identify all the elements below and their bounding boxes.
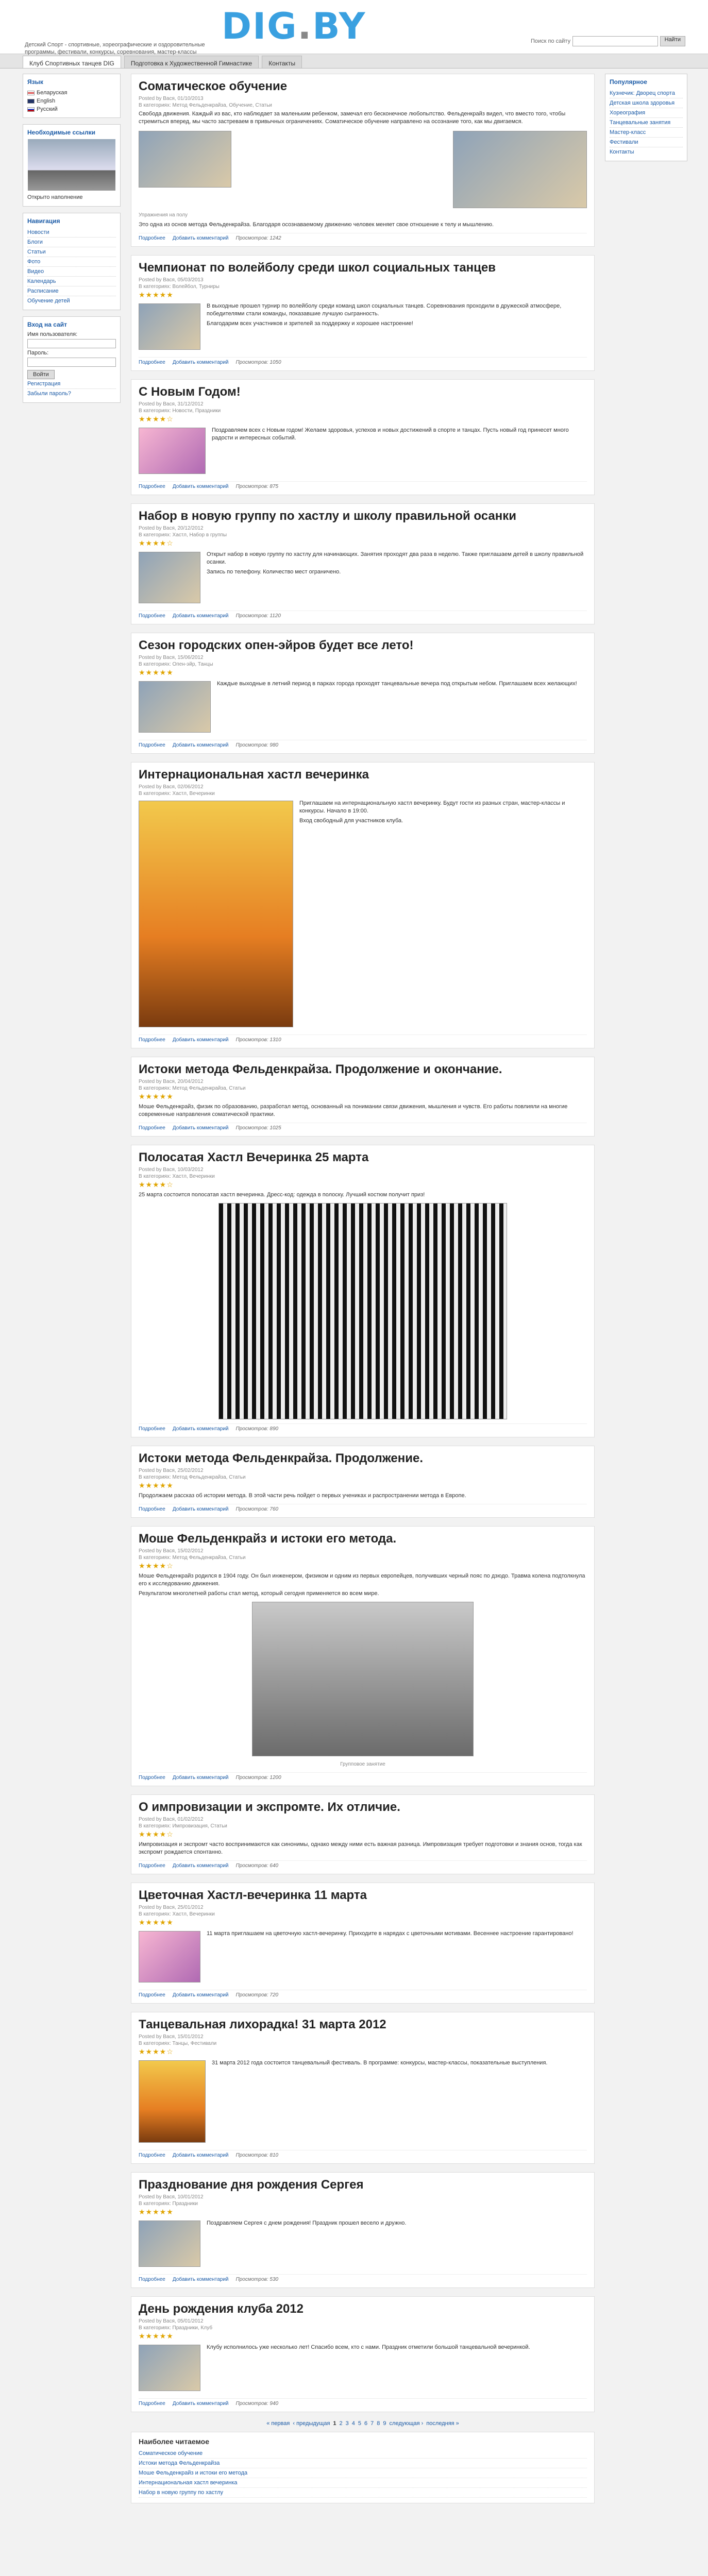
rating-stars-icon[interactable]: ★★★★★ xyxy=(139,1918,174,1926)
add-comment-link[interactable]: Добавить комментарий xyxy=(172,1125,229,1131)
article-meta: Posted by Вася, 10/01/2012 xyxy=(139,2194,204,2200)
add-comment-link[interactable]: Добавить комментарий xyxy=(172,484,229,489)
read-more-link[interactable]: Подробнее xyxy=(139,1125,165,1131)
article-footer xyxy=(139,740,587,748)
article-body: Клубу исполнилось уже несколько лет! Спасибо всем, кто с нами. Праздник отметили большой танцевальной вечеринкой. xyxy=(139,2342,587,2394)
menu-item-photo[interactable]: Фото xyxy=(27,257,116,267)
article-footer xyxy=(139,481,587,489)
article-title[interactable]: Набор в новую группу по хастлу и школу правильной осанки xyxy=(139,509,516,523)
ad-title: Необходимые ссылки xyxy=(27,129,96,136)
views-count: Просмотров: 810 xyxy=(235,2153,279,2158)
article-image xyxy=(139,2221,200,2267)
read-more-link[interactable]: Подробнее xyxy=(139,1037,165,1043)
views-count: Просмотров: 1050 xyxy=(235,360,281,365)
article-categories: В категориях: Хастл, Вечеринки xyxy=(139,1911,215,1917)
menu-item-articles[interactable]: Статьи xyxy=(27,247,116,257)
article-feldenkrais-cont xyxy=(131,1446,595,1518)
article-meta: Posted by Вася, 20/12/2012 xyxy=(139,526,204,531)
rating-stars-icon[interactable]: ★★★★★ xyxy=(139,1481,174,1489)
article-meta: Posted by Вася, 02/06/2012 xyxy=(139,784,204,790)
pager-page-2[interactable]: 2 xyxy=(339,2420,343,2427)
read-more-link[interactable]: Подробнее xyxy=(139,1863,165,1869)
read-more-link[interactable]: Подробнее xyxy=(139,1426,165,1432)
menu-title: Навигация xyxy=(27,217,60,225)
image-caption: Упражнения на полу xyxy=(139,212,188,218)
article-image-secondary xyxy=(453,131,587,208)
article-title[interactable]: Моше Фельденкрайз и истоки его метода. xyxy=(139,1532,397,1546)
pager-page-4[interactable]: 4 xyxy=(351,2420,355,2427)
article-improvisation xyxy=(131,1794,595,1874)
article-footer xyxy=(139,2150,587,2158)
lang-ru[interactable]: Русский xyxy=(27,105,116,113)
pager-first[interactable]: « первая xyxy=(266,2420,290,2427)
article-image xyxy=(139,1931,200,1982)
article-body: 25 марта состоится полосатая хастл вечеринка. Дресс-код: одежда в полоску. Лучший костюм получит приз! xyxy=(139,1191,587,1419)
article-poster xyxy=(139,801,293,1027)
add-comment-link[interactable]: Добавить комментарий xyxy=(172,2401,229,2406)
popular-item[interactable]: Набор в новую группу по хастлу xyxy=(139,2488,587,2498)
article-title[interactable]: Сезон городских опен-эйров будет все лето! xyxy=(139,638,414,652)
article-image xyxy=(139,681,211,733)
views-count: Просмотров: 1120 xyxy=(235,613,281,619)
login-box xyxy=(23,316,121,403)
password-label: Пароль: xyxy=(27,350,49,356)
article-footer xyxy=(139,1504,587,1512)
article-meta: Posted by Вася, 05/03/2013 xyxy=(139,277,204,283)
article-striped-party xyxy=(131,1145,595,1437)
rating-stars-icon[interactable]: ★★★★☆ xyxy=(139,1180,174,1189)
article-categories: В категориях: Танцы, Фестивали xyxy=(139,2041,217,2046)
tab-gymnastics[interactable]: Подготовка к Художественной Гимнастике xyxy=(124,56,259,68)
left-sidebar xyxy=(23,74,121,2512)
article-title[interactable]: Полосатая Хастл Вечеринка 25 марта xyxy=(139,1150,369,1164)
site-tagline: Детский Спорт - спортивные, хореографические и оздоровительные программы, фестивали, конкурсы, соревнования, мастер-классы xyxy=(25,42,205,55)
pager-page-8[interactable]: 8 xyxy=(377,2420,380,2427)
article-body: Моше Фельденкрайз, физик по образованию, разработал метод, основанный на понимании связи движения, мышления и чувств. Его работы повлияли на многие современные направления соматической практики. xyxy=(139,1104,568,1117)
read-more-link[interactable]: Подробнее xyxy=(139,1992,165,1998)
username-input[interactable] xyxy=(27,339,116,348)
article-body: Каждые выходные в летний период в парках города проходят танцевальные вечера под открытым небом. Приглашаем всех желающих! xyxy=(139,678,587,736)
article-poster xyxy=(218,1203,507,1419)
article-footer xyxy=(139,1035,587,1043)
article-body: Приглашаем на интернациональную хастл вечеринку. Будут гости из разных стран, мастер-классы и конкурсы. Начало в 19:00. Вход свободный для участников клуба. xyxy=(139,798,587,1030)
rating-stars-icon[interactable]: ★★★★☆ xyxy=(139,539,174,547)
menu-item-video[interactable]: Видео xyxy=(27,267,116,277)
article-body: Поздравляем всех с Новым годом! Желаем здоровья, успехов и новых достижений в спорте и танцах. Пусть новый год принесет много радости и интересных событий. xyxy=(139,425,587,477)
article-title[interactable]: Чемпионат по волейболу среди школ социальных танцев xyxy=(139,261,496,275)
pager-page-1: 1 xyxy=(333,2420,336,2427)
search-form xyxy=(531,36,685,46)
article-body: 11 марта приглашаем на цветочную хастл-вечеринку. Приходите в нарядах с цветочными мотивами. Весеннее настроение гарантировано! xyxy=(139,1928,587,1986)
rating-stars-icon[interactable]: ★★★★★ xyxy=(139,2208,174,2216)
flag-by-icon xyxy=(27,91,35,95)
add-comment-link[interactable]: Добавить комментарий xyxy=(172,742,229,748)
car-image[interactable] xyxy=(28,139,115,191)
article-meta: Posted by Вася, 31/12/2012 xyxy=(139,401,204,407)
site-header xyxy=(0,0,708,54)
article-meta: Posted by Вася, 05/01/2012 xyxy=(139,2318,204,2324)
popular-sidebar-box xyxy=(605,74,687,161)
sidebar-link[interactable]: Фестивали xyxy=(610,138,683,147)
pager-page-6[interactable]: 6 xyxy=(364,2420,368,2427)
article-categories: В категориях: Хастл, Набор в группы xyxy=(139,532,227,538)
article-title[interactable]: С Новым Годом! xyxy=(139,385,241,399)
views-count: Просмотров: 1200 xyxy=(235,1775,281,1781)
article-body: В выходные прошел турнир по волейболу среди команд школ социальных танцев. Соревнования проходили в дружеской атмосфере, победителями стали команды, показавшие лучшую сыгранность. Благодарим всех участников и зрителей за поддержку и хорошее настроение! xyxy=(139,300,587,353)
article-title[interactable]: Цветочная Хастл-вечеринка 11 марта xyxy=(139,1888,367,1902)
lang-be[interactable]: Беларуская xyxy=(27,89,116,97)
article-title[interactable]: День рождения клуба 2012 xyxy=(139,2302,304,2316)
article-image xyxy=(139,2345,200,2391)
add-comment-link[interactable]: Добавить комментарий xyxy=(172,2277,229,2282)
article-title[interactable]: Празднование дня рождения Сергея xyxy=(139,2178,364,2192)
article-new-year xyxy=(131,379,595,495)
article-footer xyxy=(139,1860,587,1869)
article-body: Открыт набор в новую группу по хастлу для начинающих. Занятия проходят два раза в неделю. Также приглашаем детей в школу правильной осанки. Запись по телефону. Количество мест ограничено. xyxy=(139,549,587,606)
sidebar-link[interactable]: Контакты xyxy=(610,149,634,155)
tab-club[interactable]: Клуб Спортивных танцев DIG xyxy=(23,56,121,68)
lang-en[interactable]: English xyxy=(27,97,116,105)
add-comment-link[interactable]: Добавить комментарий xyxy=(172,2153,229,2158)
pager-page-5[interactable]: 5 xyxy=(358,2420,362,2427)
article-categories: В категориях: Хастл, Вечеринки xyxy=(139,1174,215,1179)
views-count: Просмотров: 1025 xyxy=(235,1125,281,1131)
menu-item-schedule[interactable]: Расписание xyxy=(27,286,116,296)
site-logo[interactable]: DIG.BY xyxy=(222,5,366,47)
article-categories: В категориях: Метод Фельденкрайза, Обучение, Статьи xyxy=(139,103,272,108)
rating-stars-icon[interactable]: ★★★★★ xyxy=(139,1092,174,1100)
rating-stars-icon[interactable]: ★★★★★ xyxy=(139,291,174,299)
rating-stars-icon[interactable]: ★★★★☆ xyxy=(139,415,174,423)
sidebar-popular-title: Популярное xyxy=(610,78,647,86)
article-categories: В категориях: Метод Фельденкрайза, Статьи xyxy=(139,1475,246,1480)
article-image xyxy=(139,428,206,474)
article-categories: В категориях: Опен-эйр, Танцы xyxy=(139,662,213,667)
article-meta: Posted by Вася, 15/01/2012 xyxy=(139,2034,204,2040)
read-more-link[interactable]: Подробнее xyxy=(139,1506,165,1512)
pager-last[interactable]: последняя » xyxy=(426,2420,459,2427)
article-meta: Posted by Вася, 25/01/2012 xyxy=(139,1905,204,1910)
popular-item[interactable]: Истоки метода Фельденкрайза xyxy=(139,2459,587,2468)
popular-item[interactable]: Интернациональная хастл вечеринка xyxy=(139,2478,587,2488)
popular-item[interactable]: Моше Фельденкрайз и истоки его метода xyxy=(139,2468,587,2478)
article-volleyball xyxy=(131,255,595,371)
article-footer xyxy=(139,1423,587,1432)
article-body: Моше Фельденкрайз родился в 1904 году. Он был инженером, физиком и одним из первых европейцев, получивших черный пояс по дзюдо. Травма колена подтолкнула его к исследованию движения. Результатом многолетней работы стал метод, который сегодня применяется во всем мире. Групповое занятие xyxy=(139,1572,587,1768)
popular-item[interactable]: Соматическое обучение xyxy=(139,2449,587,2459)
menu-item-kids[interactable]: Обучение детей xyxy=(27,298,70,304)
article-footer xyxy=(139,611,587,619)
sidebar-link[interactable]: Хореография xyxy=(610,108,683,118)
article-categories: В категориях: Хастл, Вечеринки xyxy=(139,791,215,796)
article-title[interactable]: Интернациональная хастл вечеринка xyxy=(139,768,369,782)
article-footer xyxy=(139,1772,587,1781)
article-title[interactable]: Истоки метода Фельденкрайза. Продолжение. xyxy=(139,1451,424,1465)
password-input[interactable] xyxy=(27,358,116,367)
article-image xyxy=(139,2060,206,2143)
rating-stars-icon[interactable]: ★★★★☆ xyxy=(139,1562,174,1570)
article-image xyxy=(252,1602,474,1756)
image-caption: Групповое занятие xyxy=(340,1761,385,1767)
language-title: Язык xyxy=(27,78,43,86)
article-body: Импровизация и экспромт часто воспринимаются как синонимы, однако между ними есть важная разница. Импровизация требует подготовки и знания основ, тогда как экспромт рождается спонтанно. xyxy=(139,1841,582,1855)
article-footer xyxy=(139,1990,587,1998)
article-image xyxy=(139,131,231,188)
article-title[interactable]: Соматическое обучение xyxy=(139,79,288,93)
article-meta: Posted by Вася, 10/03/2012 xyxy=(139,1167,204,1173)
article-feldenkrais-end xyxy=(131,1057,595,1137)
views-count: Просмотров: 875 xyxy=(235,484,279,489)
login-button[interactable]: Войти xyxy=(27,370,55,379)
read-more-link[interactable]: Подробнее xyxy=(139,484,165,489)
menu-item-calendar[interactable]: Календарь xyxy=(27,277,116,286)
add-comment-link[interactable]: Добавить комментарий xyxy=(172,1992,229,1998)
right-sidebar xyxy=(605,74,687,2512)
article-open-air xyxy=(131,633,595,754)
article-moshe xyxy=(131,1526,595,1786)
forgot-password-link[interactable]: Забыли пароль? xyxy=(27,391,71,397)
add-comment-link[interactable]: Добавить комментарий xyxy=(172,235,229,241)
read-more-link[interactable]: Подробнее xyxy=(139,613,165,619)
article-categories: В категориях: Праздники xyxy=(139,2201,198,2207)
rating-stars-icon[interactable]: ★★★★☆ xyxy=(139,1830,174,1838)
pager-prev[interactable]: ‹ предыдущая xyxy=(293,2420,330,2427)
article-image xyxy=(139,303,200,350)
tab-contacts[interactable]: Контакты xyxy=(262,56,302,68)
article-image xyxy=(139,552,200,603)
nav-menu-box xyxy=(23,213,121,310)
article-meta: Posted by Вася, 01/02/2012 xyxy=(139,1817,204,1822)
article-title[interactable]: О импровизации и экспромте. Их отличие. xyxy=(139,1800,400,1814)
add-comment-link[interactable]: Добавить комментарий xyxy=(172,360,229,365)
rating-stars-icon[interactable]: ★★★★★ xyxy=(139,668,174,676)
ad-caption: Открыто наполнение xyxy=(27,194,83,200)
article-flower-party xyxy=(131,1883,595,2004)
menu-item-news[interactable]: Новости xyxy=(27,228,116,238)
article-categories: В категориях: Новости, Праздники xyxy=(139,408,221,414)
pager-page-7[interactable]: 7 xyxy=(370,2420,374,2427)
add-comment-link[interactable]: Добавить комментарий xyxy=(172,1037,229,1043)
article-club-birthday xyxy=(131,2296,595,2412)
popular-block xyxy=(131,2432,595,2503)
pagination xyxy=(131,2420,595,2427)
search-input[interactable] xyxy=(572,36,658,46)
read-more-link[interactable]: Подробнее xyxy=(139,360,165,365)
search-button[interactable]: Найти xyxy=(660,36,685,46)
ad-box xyxy=(23,124,121,207)
views-count: Просмотров: 1242 xyxy=(235,235,281,241)
views-count: Просмотров: 640 xyxy=(235,1863,279,1869)
flag-ru-icon xyxy=(27,107,35,112)
article-body: Свобода движения. Каждый из вас, кто наблюдает за маленьким ребенком, замечал его бесконечное любопытство. Фельденкрайз видел, что вместо того, чтобы стремиться вперед, мы часто застреваем в привычных ограничениях. Соматическое обучение направлено на осознание того, как мы двигаемся. Упражнения на полу Это одна из основ метода Фельденкрайза. Благодаря осознаваемому движению человек меняет свое отношение к телу и мышлению. xyxy=(139,110,587,229)
views-count: Просмотров: 1310 xyxy=(235,1037,281,1043)
article-body: 31 марта 2012 года состоится танцевальный фестиваль. В программе: конкурсы, мастер-классы, показательные выступления. xyxy=(139,2057,587,2146)
article-body: Продолжаем рассказ об истории метода. В этой части речь пойдет о первых учениках и распространении метода в Европе. xyxy=(139,1493,466,1499)
article-meta: Posted by Вася, 15/06/2012 xyxy=(139,655,204,660)
views-count: Просмотров: 720 xyxy=(235,1992,279,1998)
article-footer xyxy=(139,357,587,365)
read-more-link[interactable]: Подробнее xyxy=(139,2277,165,2282)
article-categories: В категориях: Импровизация, Статьи xyxy=(139,1823,227,1829)
article-somatic xyxy=(131,74,595,247)
pager-page-9[interactable]: 9 xyxy=(383,2420,386,2427)
read-more-link[interactable]: Подробнее xyxy=(139,235,165,241)
article-dance-fever xyxy=(131,2012,595,2164)
sidebar-link[interactable]: Мастер-класс xyxy=(610,128,683,138)
menu-item-blogs[interactable]: Блоги xyxy=(27,238,116,247)
language-box xyxy=(23,74,121,118)
sidebar-link[interactable]: Танцевальные занятия xyxy=(610,118,683,128)
article-body: Поздравляем Сергея с днем рождения! Праздник прошел весело и дружно. xyxy=(139,2217,587,2270)
register-link[interactable]: Регистрация xyxy=(27,379,116,389)
read-more-link[interactable]: Подробнее xyxy=(139,2153,165,2158)
popular-title: Наиболее читаемое xyxy=(139,2437,210,2446)
article-footer xyxy=(139,2274,587,2282)
rating-stars-icon[interactable]: ★★★★☆ xyxy=(139,2047,174,2056)
add-comment-link[interactable]: Добавить комментарий xyxy=(172,1506,229,1512)
main-nav xyxy=(0,54,708,69)
add-comment-link[interactable]: Добавить комментарий xyxy=(172,1775,229,1781)
article-hustle-group xyxy=(131,503,595,624)
pager-next[interactable]: следующая › xyxy=(389,2420,424,2427)
read-more-link[interactable]: Подробнее xyxy=(139,742,165,748)
flag-gb-icon xyxy=(27,99,35,104)
views-count: Просмотров: 940 xyxy=(235,2401,279,2406)
article-title[interactable]: Истоки метода Фельденкрайза. Продолжение и окончание. xyxy=(139,1062,502,1076)
article-title[interactable]: Танцевальная лихорадка! 31 марта 2012 xyxy=(139,2018,386,2031)
add-comment-link[interactable]: Добавить комментарий xyxy=(172,1426,229,1432)
article-meta: Posted by Вася, 25/02/2012 xyxy=(139,1468,204,1473)
add-comment-link[interactable]: Добавить комментарий xyxy=(172,1863,229,1869)
read-more-link[interactable]: Подробнее xyxy=(139,1775,165,1781)
views-count: Просмотров: 980 xyxy=(235,742,279,748)
article-footer xyxy=(139,2398,587,2406)
article-footer xyxy=(139,233,587,241)
login-title: Вход на сайт xyxy=(27,321,68,328)
rating-stars-icon[interactable]: ★★★★★ xyxy=(139,2332,174,2340)
article-meta: Posted by Вася, 15/02/2012 xyxy=(139,1548,204,1554)
main-content xyxy=(131,74,595,2512)
username-label: Имя пользователя: xyxy=(27,331,78,337)
article-birthday-sergey xyxy=(131,2172,595,2288)
article-categories: В категориях: Праздники, Клуб xyxy=(139,2325,213,2331)
pager-page-3[interactable]: 3 xyxy=(345,2420,349,2427)
article-footer xyxy=(139,1123,587,1131)
article-intl-hustle xyxy=(131,762,595,1048)
sidebar-link[interactable]: Кузнечик: Дворец спорта xyxy=(610,89,683,98)
views-count: Просмотров: 890 xyxy=(235,1426,279,1432)
article-meta: Posted by Вася, 20/04/2012 xyxy=(139,1079,204,1084)
views-count: Просмотров: 530 xyxy=(235,2277,279,2282)
views-count: Просмотров: 760 xyxy=(235,1506,279,1512)
read-more-link[interactable]: Подробнее xyxy=(139,2401,165,2406)
article-categories: В категориях: Метод Фельденкрайза, Статьи xyxy=(139,1555,246,1561)
sidebar-link[interactable]: Детская школа здоровья xyxy=(610,98,683,108)
search-label: Поиск по сайту xyxy=(531,38,571,44)
article-categories: В категориях: Метод Фельденкрайза, Статьи xyxy=(139,1086,246,1091)
add-comment-link[interactable]: Добавить комментарий xyxy=(172,613,229,619)
article-meta: Posted by Вася, 01/10/2013 xyxy=(139,96,204,101)
article-categories: В категориях: Волейбол, Турниры xyxy=(139,284,220,290)
